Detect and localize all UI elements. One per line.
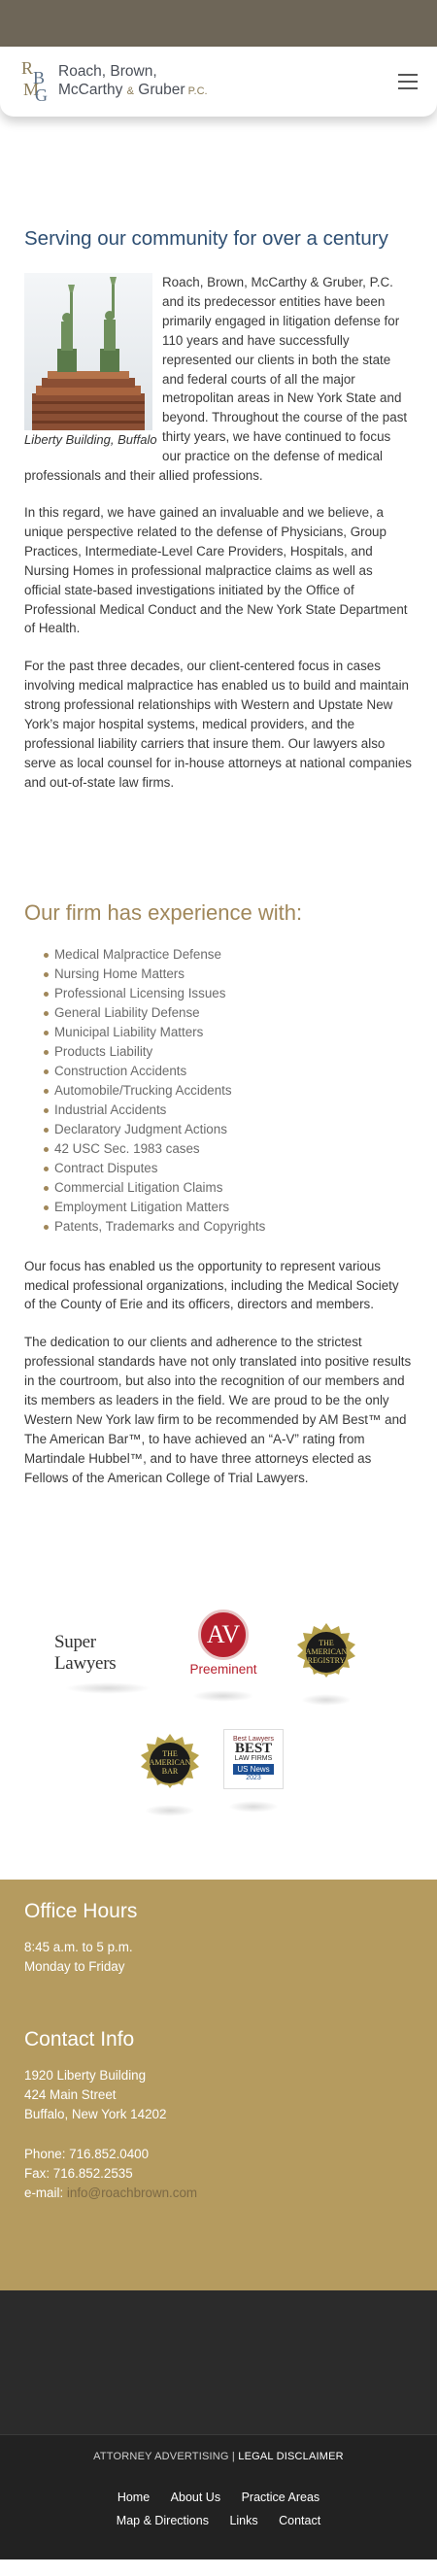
site-footer bbox=[0, 2434, 437, 2559]
footer-link-map[interactable]: Map & Directions bbox=[116, 2513, 209, 2527]
logo-ampersand: & bbox=[126, 85, 134, 97]
american-bar-seal-icon bbox=[140, 1733, 200, 1793]
awards-badges bbox=[0, 1488, 437, 1789]
footer-spacer bbox=[0, 2290, 437, 2434]
logo-pc: P.C. bbox=[185, 85, 208, 97]
best-text: 2023 bbox=[246, 1775, 261, 1782]
av-text: AV bbox=[206, 1620, 241, 1649]
experience-paragraph-1: Our focus has enabled us the opportunity to represent various medical professional organizations, including the Medical Society of the County of Erie and its officers, directors and members. bbox=[24, 1258, 399, 1312]
attorney-advertising: ATTORNEY ADVERTISING bbox=[93, 2450, 229, 2462]
american-registry-badge[interactable] bbox=[294, 1620, 358, 1684]
footer-link-practice-areas[interactable]: Practice Areas bbox=[241, 2490, 320, 2504]
menu-bar bbox=[398, 81, 418, 83]
seal-text: AMERICAN bbox=[305, 1647, 348, 1657]
logo-monogram-icon bbox=[21, 59, 50, 104]
best-text: US News bbox=[233, 1764, 273, 1775]
list-item: General Liability Defense bbox=[44, 1003, 413, 1023]
best-text: LAW FIRMS bbox=[234, 1755, 273, 1763]
av-rating-icon bbox=[198, 1610, 249, 1660]
experience-heading: Our firm has experience with: bbox=[24, 899, 303, 925]
experience-section bbox=[0, 793, 437, 1488]
footer-legal bbox=[0, 2451, 437, 2462]
legal-disclaimer-link[interactable]: LEGAL DISCLAIMER bbox=[238, 2450, 344, 2462]
american-registry-seal-icon bbox=[296, 1622, 356, 1682]
best-text: BEST bbox=[234, 1741, 273, 1757]
footer-link-contact[interactable]: Contact bbox=[279, 2513, 321, 2527]
footer-separator: | bbox=[228, 2450, 239, 2462]
address-line-1: 1920 Liberty Building bbox=[24, 2067, 147, 2083]
intro-paragraph-2: In this regard, we have gained an invaluable and we believe, a unique perspective related to the defense of Physicians, Group Practices, Intermediate-Level Care Providers, Hospitals, and Nursing Homes in professional malpractice claims as well as official state-based investigations initiated by the Office of Professional Medical Conduct and the New York State Department of Health. bbox=[24, 504, 408, 636]
contact-panel bbox=[0, 1880, 437, 2290]
experience-paragraph-2: The dedication to our clients and adherence to the strictest professional standards have not only translated into positive results in the courtroom, but also into the recognition of our members and its members as leaders in the field. We are proud to be the only Western New York law firm to be recommended by AM Best™ and The American Bar™, to have achieved an “A-V” rating from Martindale Hubbel™, and to have three attorneys elected as Fellows of the American College of Trial Lawyers. bbox=[24, 1335, 412, 1485]
list-item: Professional Licensing Issues bbox=[44, 984, 413, 1003]
menu-bar bbox=[398, 87, 418, 89]
liberty-statues-icon bbox=[24, 273, 152, 430]
list-item: Automobile/Trucking Accidents bbox=[44, 1081, 413, 1101]
footer-link-links[interactable]: Links bbox=[229, 2513, 258, 2527]
best-law-firms-badge[interactable] bbox=[221, 1727, 286, 1791]
email-label: e-mail: bbox=[24, 2185, 67, 2200]
best-law-firms-icon bbox=[223, 1729, 284, 1789]
practice-areas-list bbox=[24, 945, 413, 1237]
site-header bbox=[0, 47, 437, 117]
seal-text: THE bbox=[319, 1639, 334, 1648]
super-lawyers-badge[interactable] bbox=[54, 1631, 161, 1674]
super-lawyers-logo: Super Lawyers bbox=[54, 1631, 117, 1674]
phone-number: Phone: 716.852.0400 bbox=[24, 2146, 150, 2161]
av-label: Preeminent bbox=[189, 1662, 257, 1678]
list-item: Industrial Accidents bbox=[44, 1101, 413, 1120]
office-days: Monday to Friday bbox=[24, 1958, 125, 1974]
best-text: Best Lawyers bbox=[232, 1736, 275, 1744]
intro-section bbox=[0, 117, 437, 793]
office-hours-heading: Office Hours bbox=[24, 1899, 138, 1922]
list-item: Products Liability bbox=[44, 1042, 413, 1062]
footer-link-home[interactable]: Home bbox=[117, 2490, 151, 2504]
list-item: Contract Disputes bbox=[44, 1159, 413, 1178]
monogram-letter: B bbox=[33, 68, 46, 87]
list-item: Commercial Litigation Claims bbox=[44, 1178, 413, 1198]
monogram-letter: G bbox=[35, 85, 48, 105]
intro-paragraph-3: For the past three decades, our client-centered focus in cases involving medical malpractice has enabled us to build and maintain strong professional relationships with Western and Upstate New York’s major hospital systems, medical providers, and the professional liability carriers that insure them. Our lawyers also serve as local counsel for in-house attorneys at national companies and out-of-state law firms. bbox=[24, 659, 412, 790]
office-hours: 8:45 a.m. to 5 p.m. bbox=[24, 1939, 133, 1954]
intro-paragraph-1: Roach, Brown, McCarthy & Gruber, P.C. and its predecessor entities have been primarily engaged in litigation defense for 110 years and have successfully represented our clients in both the state and federal courts of all the major metropolitan areas in New York State and beyond. Throughout the course of the past thirty years, we have continued to focus our practice on the defense of medical professionals and their allied professions. bbox=[24, 275, 408, 484]
footer-nav bbox=[0, 2486, 437, 2532]
liberty-building-figure bbox=[24, 273, 157, 449]
list-item: 42 USC Sec. 1983 cases bbox=[44, 1139, 413, 1159]
logo-name-mccarthy: McCarthy bbox=[58, 82, 127, 98]
photo-caption: Liberty Building, Buffalo bbox=[24, 432, 157, 447]
american-bar-badge[interactable] bbox=[138, 1731, 202, 1795]
monogram-letter: M bbox=[23, 80, 40, 99]
logo-name-gruber: Gruber bbox=[133, 82, 185, 98]
list-item: Employment Litigation Matters bbox=[44, 1198, 413, 1217]
footer-nav-row-2 bbox=[0, 2509, 437, 2532]
monogram-letter: R bbox=[21, 58, 34, 78]
footer-nav-row-1 bbox=[0, 2486, 437, 2509]
email-row bbox=[24, 2184, 413, 2203]
firm-logo[interactable] bbox=[21, 59, 208, 104]
list-item: Nursing Home Matters bbox=[44, 965, 413, 984]
liberty-building-photo bbox=[24, 273, 152, 430]
top-bar bbox=[0, 0, 437, 47]
contact-info-heading: Contact Info bbox=[24, 2027, 135, 2051]
list-item: Patents, Trademarks and Copyrights bbox=[44, 1217, 413, 1237]
av-preeminent-badge[interactable] bbox=[185, 1607, 262, 1680]
menu-hamburger-icon[interactable] bbox=[398, 74, 418, 89]
logo-wordmark bbox=[58, 62, 208, 101]
address-line-2: 424 Main Street bbox=[24, 2086, 117, 2102]
intro-heading: Serving our community for over a century bbox=[24, 227, 388, 250]
list-item: Medical Malpractice Defense bbox=[44, 945, 413, 965]
seal-text: AMERICAN bbox=[149, 1758, 191, 1768]
list-item: Declaratory Judgment Actions bbox=[44, 1120, 413, 1139]
email-link[interactable]: info@roachbrown.com bbox=[66, 2185, 198, 2200]
menu-bar bbox=[398, 74, 418, 76]
list-item: Construction Accidents bbox=[44, 1062, 413, 1081]
logo-line-2 bbox=[58, 81, 208, 101]
list-item: Municipal Liability Matters bbox=[44, 1023, 413, 1042]
fax-number: Fax: 716.852.2535 bbox=[24, 2165, 133, 2181]
footer-link-about[interactable]: About Us bbox=[170, 2490, 221, 2504]
seal-text: BAR bbox=[161, 1767, 179, 1777]
address-line-3: Buffalo, New York 14202 bbox=[24, 2106, 167, 2121]
seal-text: REGISTRY bbox=[307, 1656, 346, 1666]
seal-text: THE bbox=[162, 1749, 178, 1759]
logo-line-1: Roach, Brown, bbox=[58, 63, 157, 80]
